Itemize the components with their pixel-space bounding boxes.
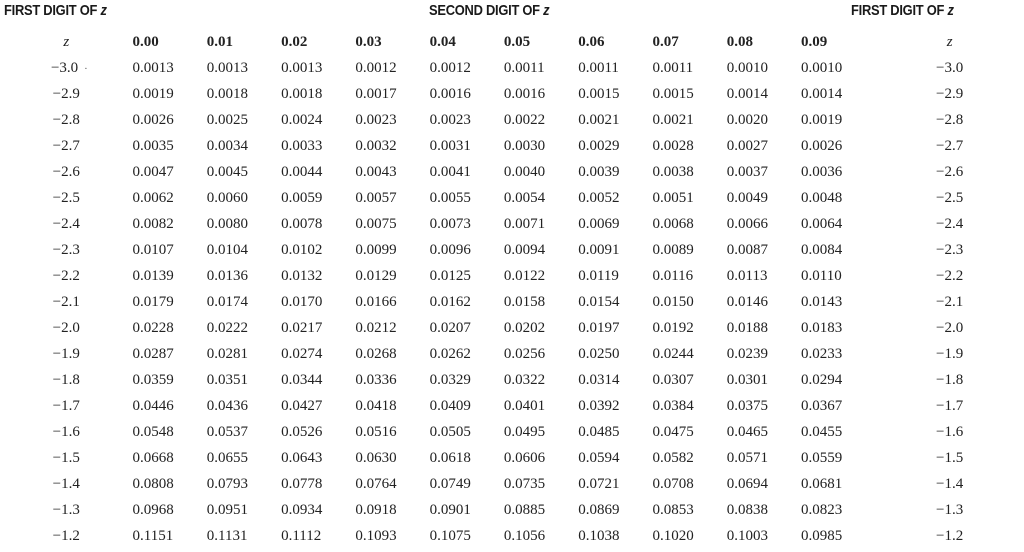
probability-cell: 0.0301 [726,371,769,388]
probability-cell: 0.0011 [652,59,694,76]
probability-cell: 0.0314 [578,371,620,388]
probability-cell: 0.0136 [206,267,249,284]
probability-cell: 0.0048 [801,189,843,206]
probability-cell: 0.0094 [503,241,546,258]
probability-cell: 0.0091 [578,241,620,258]
probability-cell: 0.0119 [578,267,619,284]
probability-cell: 0.0968 [132,501,174,518]
column-header: 0.03 [355,33,382,50]
probability-cell: 0.0033 [281,137,323,154]
probability-cell: 0.1038 [578,527,620,544]
probability-cell: 0.0681 [801,475,843,492]
table-row [0,185,1024,211]
probability-cell: 0.0170 [281,293,323,310]
probability-cell: 0.0475 [652,423,694,440]
z-value-left [0,289,133,315]
header-variable-z: z [100,2,107,19]
probability-cell: 0.1151 [132,527,174,544]
probability-cell: 0.1056 [503,527,546,544]
probability-cell: 0.1075 [429,527,471,544]
probability-cell: 0.1131 [206,527,248,544]
probability-cell: 0.0057 [355,189,397,206]
probability-cell: 0.0262 [429,345,471,362]
z-value-text: −1.2 [52,527,80,544]
probability-cell: 0.0401 [503,397,546,414]
probability-cell: 0.0044 [281,163,323,180]
probability-cell: 0.0104 [206,241,249,258]
probability-cell: 0.1020 [652,527,694,544]
probability-cell: 0.0808 [132,475,174,492]
probability-cell: 0.0764 [355,475,397,492]
probability-cell: 0.0166 [355,293,397,310]
probability-cell: 0.0465 [726,423,769,440]
probability-cell: 0.0233 [801,345,843,362]
probability-cell: 0.0256 [503,345,546,362]
probability-cell: 0.0066 [726,215,769,232]
column-header-row [0,29,1024,55]
probability-cell: 0.0146 [726,293,769,310]
probability-cell: 0.0071 [503,215,546,232]
probability-cell: 0.0985 [801,527,843,544]
z-value-right: −2.1 [936,293,964,310]
probability-cell: 0.0132 [281,267,323,284]
z-value-text: −2.9 [52,85,80,102]
probability-cell: 0.0250 [578,345,620,362]
probability-cell: 0.0027 [726,137,769,154]
z-value-right: −1.3 [936,501,964,518]
probability-cell: 0.0010 [726,59,769,76]
second-digit-header [429,2,549,19]
z-value-left [0,185,133,211]
probability-cell: 0.0239 [726,345,769,362]
z-value-text: −1.9 [52,345,80,362]
probability-cell: 0.0047 [132,163,174,180]
z-column-header-left: z [63,33,70,50]
probability-cell: 0.0113 [726,267,768,284]
probability-cell: 0.0125 [429,267,471,284]
probability-cell: 0.0668 [132,449,174,466]
table-row [0,159,1024,185]
probability-cell: 0.0018 [281,85,323,102]
z-value-text: −1.5 [52,449,80,466]
z-value-right: −1.2 [936,527,964,544]
z-value-text: −2.7 [52,137,80,154]
probability-cell: 0.0015 [652,85,694,102]
probability-cell: 0.0025 [206,111,249,128]
probability-cell: 0.0087 [726,241,769,258]
probability-cell: 0.0026 [132,111,174,128]
probability-cell: 0.0017 [355,85,397,102]
probability-cell: 0.0918 [355,501,397,518]
probability-cell: 0.0192 [652,319,694,336]
probability-cell: 0.0102 [281,241,323,258]
probability-cell: 0.0034 [206,137,249,154]
probability-cell: 0.0885 [503,501,546,518]
table-row [0,211,1024,237]
probability-cell: 0.0367 [801,397,843,414]
column-header: 0.02 [281,33,308,50]
probability-cell: 0.0013 [206,59,249,76]
probability-cell: 0.0853 [652,501,694,518]
z-value-right: −2.4 [936,215,964,232]
probability-cell: 0.0039 [578,163,620,180]
probability-cell: 0.0838 [726,501,769,518]
table-row [0,367,1024,393]
probability-cell: 0.0116 [652,267,694,284]
z-value-left [0,445,133,471]
probability-cell: 0.0020 [726,111,769,128]
probability-cell: 0.0045 [206,163,249,180]
probability-cell: 0.0655 [206,449,249,466]
probability-cell: 0.0526 [281,423,323,440]
probability-cell: 0.0427 [281,397,323,414]
probability-cell: 0.0495 [503,423,546,440]
z-value-left [0,341,133,367]
probability-cell: 0.0038 [652,163,694,180]
probability-cell: 0.1093 [355,527,397,544]
z-value-right: −2.7 [936,137,964,154]
probability-cell: 0.0179 [132,293,174,310]
z-value-left [0,471,133,497]
probability-cell: 0.0694 [726,475,769,492]
probability-cell: 0.0212 [355,319,397,336]
probability-cell: 0.0446 [132,397,174,414]
probability-cell: 0.0202 [503,319,546,336]
probability-cell: 0.0537 [206,423,249,440]
probability-cell: 0.0054 [503,189,546,206]
probability-cell: 0.0455 [801,423,843,440]
probability-cell: 0.0485 [578,423,620,440]
z-value-left [0,55,133,81]
probability-cell: 0.0016 [503,85,546,102]
z-value-right: −1.4 [936,475,964,492]
table-row [0,263,1024,289]
probability-cell: 0.0344 [281,371,323,388]
probability-cell: 0.0026 [801,137,843,154]
z-value-right: −2.5 [936,189,964,206]
probability-cell: 0.0207 [429,319,471,336]
probability-cell: 0.0359 [132,371,174,388]
probability-cell: 0.0035 [132,137,174,154]
probability-cell: 0.0329 [429,371,471,388]
probability-cell: 0.0015 [578,85,620,102]
table-row [0,341,1024,367]
probability-cell: 0.0708 [652,475,694,492]
column-header: 0.08 [726,33,754,50]
probability-cell: 0.0029 [578,137,620,154]
probability-cell: 0.0951 [206,501,249,518]
probability-cell: 0.0069 [578,215,620,232]
z-value-text: −2.3 [52,241,80,258]
probability-cell: 0.0055 [429,189,471,206]
probability-cell: 0.0183 [801,319,843,336]
probability-cell: 0.0110 [801,267,842,284]
table-row [0,523,1024,549]
z-value-text: −2.8 [52,111,80,128]
first-digit-header-right-text: FIRST DIGIT OF [851,2,945,19]
probability-cell: 0.0336 [355,371,397,388]
probability-cell: 0.0024 [281,111,323,128]
table-row [0,55,1024,81]
probability-cell: 0.0222 [206,319,249,336]
probability-cell: 0.0043 [355,163,397,180]
table-row [0,471,1024,497]
column-header: 0.07 [652,33,679,50]
probability-cell: 0.0392 [578,397,620,414]
probability-cell: 0.0643 [281,449,323,466]
z-value-text: −2.5 [52,189,80,206]
probability-cell: 0.0122 [503,267,546,284]
probability-cell: 0.0934 [281,501,323,518]
z-value-text: −2.6 [52,163,80,180]
z-value-text: −2.1 [52,293,80,310]
column-header: 0.04 [429,33,456,50]
z-value-right: −2.6 [936,163,964,180]
z-column-header-right: z [946,33,953,50]
z-value-text: −2.2 [52,267,80,284]
probability-cell: 0.0505 [429,423,471,440]
probability-cell: 0.0051 [652,189,694,206]
column-header: 0.00 [132,33,159,50]
probability-cell: 0.0749 [429,475,471,492]
probability-cell: 0.0010 [801,59,843,76]
probability-cell: 0.0082 [132,215,174,232]
probability-cell: 0.0197 [578,319,620,336]
z-value-right: −1.8 [936,371,964,388]
z-value-left [0,497,133,523]
probability-cell: 0.0869 [578,501,620,518]
probability-cell: 0.0244 [652,345,694,362]
z-value-left [0,107,133,133]
table-row [0,81,1024,107]
probability-cell: 0.0041 [429,163,471,180]
header-variable-z: z [947,2,954,19]
probability-cell: 0.0021 [652,111,694,128]
probability-cell: 0.0384 [652,397,694,414]
table-row [0,497,1024,523]
probability-cell: 0.0823 [801,501,843,518]
probability-cell: 0.0294 [801,371,843,388]
probability-cell: 0.0016 [429,85,471,102]
probability-cell: 0.0143 [801,293,843,310]
table-body [0,55,1024,549]
table-row [0,419,1024,445]
probability-cell: 0.0059 [281,189,323,206]
probability-cell: 0.0018 [206,85,249,102]
probability-cell: 0.0014 [726,85,769,102]
probability-cell: 0.0436 [206,397,249,414]
probability-cell: 0.0375 [726,397,769,414]
stray-dot-mark: · [84,63,88,75]
first-digit-header-left [4,2,107,19]
z-value-right: −2.3 [936,241,964,258]
second-digit-header-text: SECOND DIGIT OF [429,2,540,19]
probability-cell: 0.0049 [726,189,769,206]
z-table [0,29,1024,549]
z-value-right: −1.9 [936,345,964,362]
column-header: 0.01 [206,33,234,50]
probability-cell: 0.0129 [355,267,397,284]
z-value-text: −2.0 [52,319,80,336]
probability-cell: 0.0019 [132,85,174,102]
probability-cell: 0.0052 [578,189,620,206]
column-header: 0.05 [503,33,531,50]
z-value-left [0,159,133,185]
probability-cell: 0.0418 [355,397,397,414]
probability-cell: 0.0036 [801,163,843,180]
z-value-right: −3.0 [936,59,964,76]
probability-cell: 0.0022 [503,111,546,128]
probability-cell: 0.0594 [578,449,620,466]
probability-cell: 0.0158 [503,293,546,310]
probability-cell: 0.0107 [132,241,174,258]
z-value-right: −2.9 [936,85,964,102]
probability-cell: 0.0901 [429,501,471,518]
probability-cell: 0.0188 [726,319,769,336]
probability-cell: 0.0307 [652,371,694,388]
z-value-right: −2.2 [936,267,964,284]
header-variable-z: z [543,2,550,19]
z-value-left [0,419,133,445]
z-value-text: −1.8 [52,371,80,388]
probability-cell: 0.0287 [132,345,174,362]
probability-cell: 0.0028 [652,137,694,154]
probability-cell: 0.0174 [206,293,249,310]
column-header: 0.06 [578,33,605,50]
probability-cell: 0.0068 [652,215,694,232]
table-row [0,445,1024,471]
probability-cell: 0.0516 [355,423,397,440]
z-value-text: −1.7 [52,397,80,414]
probability-cell: 0.0023 [355,111,397,128]
z-value-text: −1.6 [52,423,80,440]
probability-cell: 0.0089 [652,241,694,258]
z-value-left [0,523,133,549]
probability-cell: 0.0031 [429,137,471,154]
probability-cell: 0.0139 [132,267,174,284]
first-digit-header-left-text: FIRST DIGIT OF [4,2,98,19]
table-row [0,237,1024,263]
first-digit-header-right [851,2,954,19]
table-row [0,393,1024,419]
probability-cell: 0.0084 [801,241,843,258]
z-value-text: −1.3 [52,501,80,518]
probability-cell: 0.0548 [132,423,174,440]
z-value-left [0,393,133,419]
probability-cell: 0.0011 [578,59,619,76]
probability-cell: 0.0559 [801,449,843,466]
probability-cell: 0.0409 [429,397,471,414]
z-value-text: −1.4 [52,475,80,492]
z-value-text: −3.0 [50,59,79,76]
probability-cell: 0.0268 [355,345,397,362]
probability-cell: 0.0073 [429,215,471,232]
probability-cell: 0.0571 [726,449,769,466]
probability-cell: 0.0793 [206,475,249,492]
probability-cell: 0.0618 [429,449,471,466]
z-value-text: −2.4 [52,215,80,232]
probability-cell: 0.0281 [206,345,249,362]
probability-cell: 0.0075 [355,215,397,232]
z-value-right: −2.8 [936,111,964,128]
probability-cell: 0.0606 [503,449,546,466]
table-row [0,315,1024,341]
probability-cell: 0.0013 [281,59,323,76]
table-row [0,289,1024,315]
probability-cell: 0.0013 [132,59,174,76]
z-value-right: −1.5 [936,449,964,466]
probability-cell: 0.0154 [578,293,620,310]
probability-cell: 0.0096 [429,241,471,258]
probability-cell: 0.0062 [132,189,174,206]
z-value-left [0,263,133,289]
z-value-left [0,237,133,263]
probability-cell: 0.0721 [578,475,620,492]
probability-cell: 0.0064 [801,215,843,232]
probability-cell: 0.0019 [801,111,843,128]
z-value-right: −1.7 [936,397,964,414]
probability-cell: 0.0150 [652,293,694,310]
probability-cell: 0.0011 [503,59,545,76]
probability-cell: 0.0099 [355,241,397,258]
probability-cell: 0.0217 [281,319,323,336]
table-row [0,133,1024,159]
probability-cell: 0.0040 [503,163,546,180]
probability-cell: 0.0023 [429,111,471,128]
z-value-left [0,133,133,159]
probability-cell: 0.0060 [206,189,249,206]
probability-cell: 0.0322 [503,371,546,388]
z-value-left [0,315,133,341]
probability-cell: 0.0228 [132,319,174,336]
probability-cell: 0.0037 [726,163,769,180]
probability-cell: 0.0021 [578,111,620,128]
column-header: 0.09 [801,33,828,50]
probability-cell: 0.0030 [503,137,546,154]
probability-cell: 0.0735 [503,475,546,492]
probability-cell: 0.0778 [281,475,323,492]
z-value-left [0,81,133,107]
z-value-left [0,211,133,237]
probability-cell: 0.0012 [355,59,397,76]
probability-cell: 0.0014 [801,85,843,102]
z-value-right: −1.6 [936,423,964,440]
probability-cell: 0.1003 [726,527,769,544]
probability-cell: 0.0032 [355,137,397,154]
probability-cell: 0.0582 [652,449,694,466]
probability-cell: 0.0162 [429,293,471,310]
probability-cell: 0.0080 [206,215,249,232]
probability-cell: 0.0630 [355,449,397,466]
z-value-right: −2.0 [936,319,964,336]
probability-cell: 0.0274 [281,345,323,362]
probability-cell: 0.0078 [281,215,323,232]
probability-cell: 0.0351 [206,371,249,388]
table-row [0,107,1024,133]
z-value-left [0,367,133,393]
probability-cell: 0.0012 [429,59,471,76]
probability-cell: 0.1112 [281,527,322,544]
